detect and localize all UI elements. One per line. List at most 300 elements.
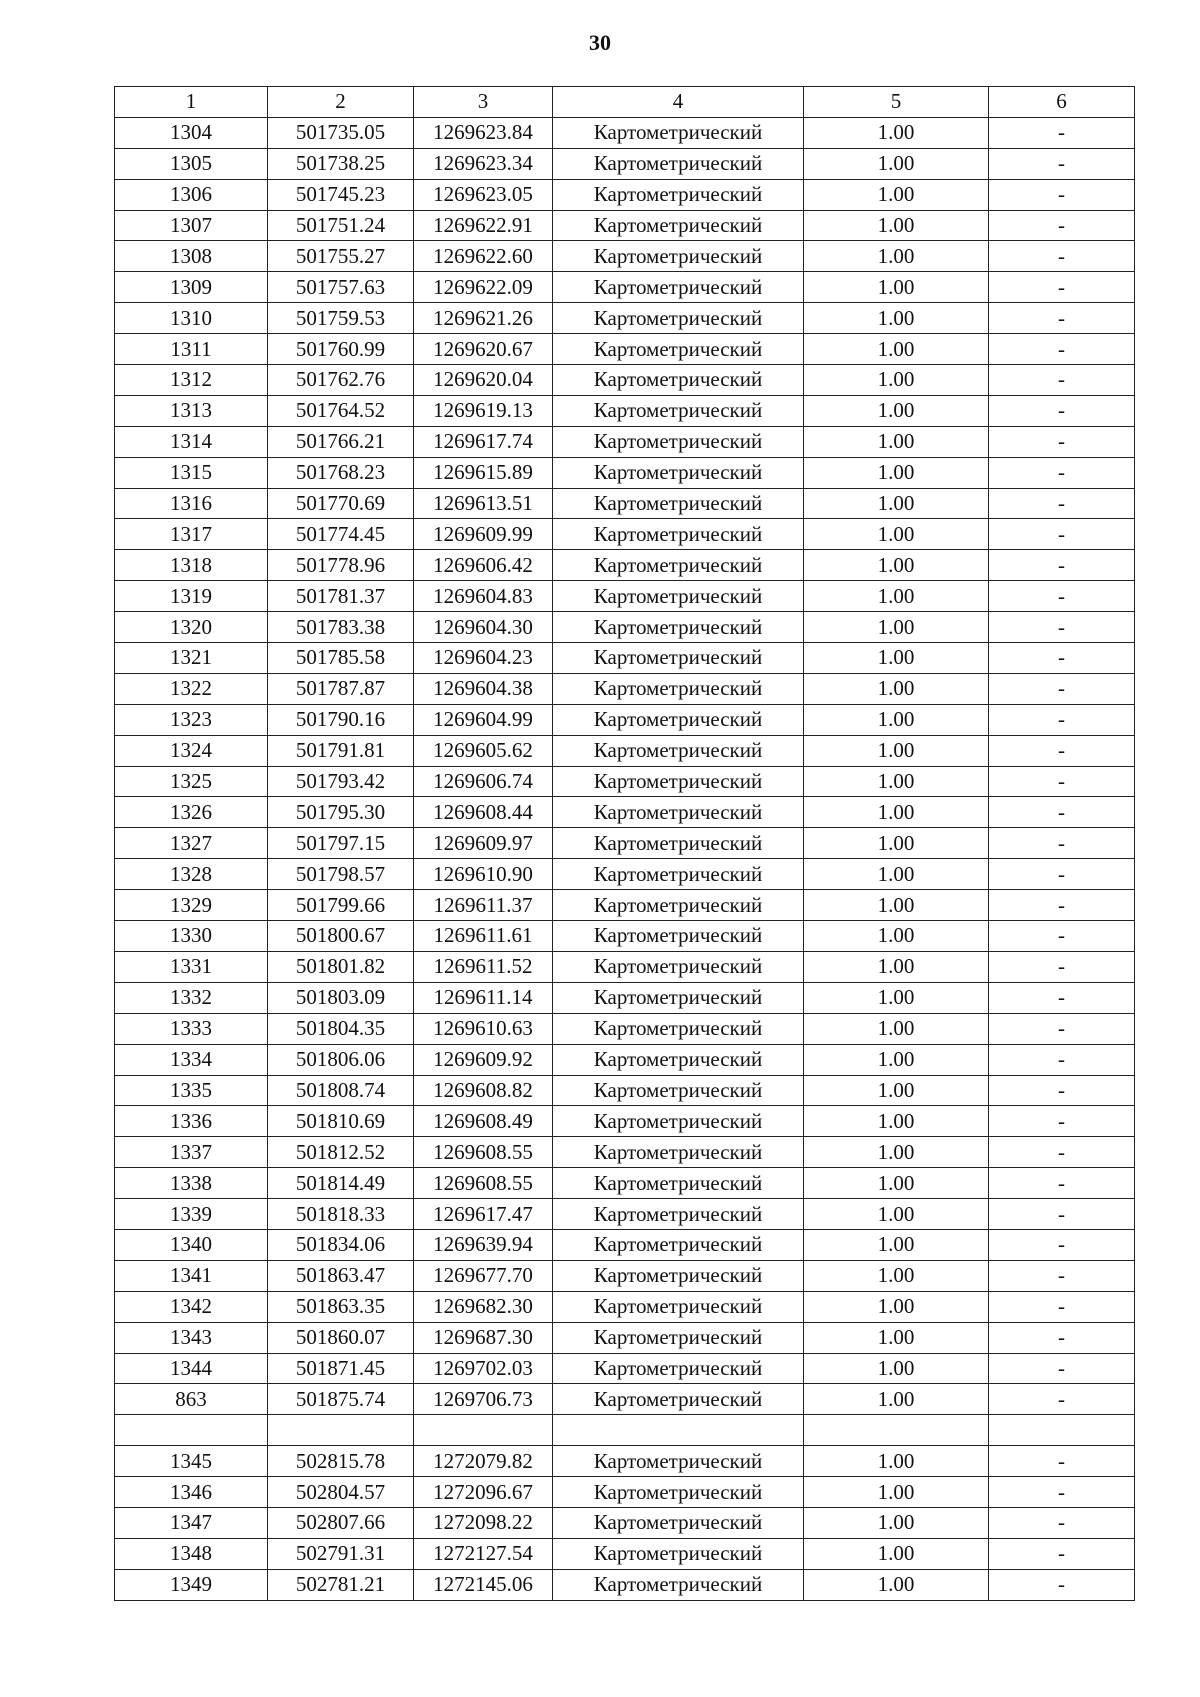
x-coordinate-cell: 501871.45: [268, 1353, 414, 1384]
x-coordinate-cell: 501808.74: [268, 1075, 414, 1106]
accuracy-cell: 1.00: [804, 797, 989, 828]
table-row: [115, 982, 1135, 1013]
y-coordinate-cell: 1269677.70: [414, 1260, 553, 1291]
table-row: [115, 1260, 1135, 1291]
x-coordinate-cell: 502804.57: [268, 1477, 414, 1508]
description-cell: -: [989, 334, 1135, 365]
description-cell: -: [989, 797, 1135, 828]
point-number-cell: 1338: [115, 1168, 268, 1199]
method-cell: Картометрический: [553, 241, 804, 272]
x-coordinate-cell: 501818.33: [268, 1199, 414, 1230]
table-row: [115, 797, 1135, 828]
description-cell: -: [989, 1106, 1135, 1137]
accuracy-cell: 1.00: [804, 581, 989, 612]
table-row: [115, 735, 1135, 766]
accuracy-cell: 1.00: [804, 1538, 989, 1569]
x-coordinate-cell: 501801.82: [268, 951, 414, 982]
point-number-cell: 1327: [115, 828, 268, 859]
x-coordinate-cell: 501790.16: [268, 704, 414, 735]
accuracy-cell: 1.00: [804, 1477, 989, 1508]
point-number-cell: 1305: [115, 148, 268, 179]
table-row: [115, 1569, 1135, 1600]
accuracy-cell: 1.00: [804, 643, 989, 674]
point-number-cell: 1312: [115, 365, 268, 396]
point-number-cell: 1341: [115, 1260, 268, 1291]
x-coordinate-cell: 501803.09: [268, 982, 414, 1013]
y-coordinate-cell: 1269611.14: [414, 982, 553, 1013]
y-coordinate-cell: 1272096.67: [414, 1477, 553, 1508]
description-cell: -: [989, 179, 1135, 210]
table-row: [115, 704, 1135, 735]
accuracy-cell: 1.00: [804, 1199, 989, 1230]
description-cell: -: [989, 1291, 1135, 1322]
method-cell: Картометрический: [553, 550, 804, 581]
x-coordinate-cell: 501781.37: [268, 581, 414, 612]
description-cell: -: [989, 488, 1135, 519]
description-cell: -: [989, 1538, 1135, 1569]
x-coordinate-cell: 502791.31: [268, 1538, 414, 1569]
description-cell: -: [989, 550, 1135, 581]
y-coordinate-cell: 1269622.60: [414, 241, 553, 272]
point-number-cell: 1339: [115, 1199, 268, 1230]
description-cell: -: [989, 395, 1135, 426]
method-cell: Картометрический: [553, 1322, 804, 1353]
x-coordinate-cell: 501768.23: [268, 457, 414, 488]
table-row: [115, 272, 1135, 303]
method-cell: Картометрический: [553, 1353, 804, 1384]
accuracy-cell: 1.00: [804, 117, 989, 148]
method-cell: Картометрический: [553, 1446, 804, 1477]
x-coordinate-cell: 501759.53: [268, 303, 414, 334]
accuracy-cell: 1.00: [804, 859, 989, 890]
x-coordinate-cell: 501793.42: [268, 766, 414, 797]
method-cell: Картометрический: [553, 117, 804, 148]
x-coordinate-cell: 501804.35: [268, 1013, 414, 1044]
table-row: [115, 426, 1135, 457]
point-number-cell: 1342: [115, 1291, 268, 1322]
y-coordinate-cell: 1269610.63: [414, 1013, 553, 1044]
description-cell: -: [989, 581, 1135, 612]
y-coordinate-cell: [414, 1415, 553, 1446]
point-number-cell: 1337: [115, 1137, 268, 1168]
method-cell: Картометрический: [553, 1075, 804, 1106]
method-cell: Картометрический: [553, 612, 804, 643]
accuracy-cell: 1.00: [804, 1013, 989, 1044]
y-coordinate-cell: 1272098.22: [414, 1507, 553, 1538]
x-coordinate-cell: 501735.05: [268, 117, 414, 148]
x-coordinate-cell: 501875.74: [268, 1384, 414, 1415]
description-cell: -: [989, 766, 1135, 797]
accuracy-cell: 1.00: [804, 303, 989, 334]
description-cell: -: [989, 1353, 1135, 1384]
x-coordinate-cell: 501798.57: [268, 859, 414, 890]
y-coordinate-cell: 1269702.03: [414, 1353, 553, 1384]
table-row: [115, 519, 1135, 550]
table-row: [115, 1322, 1135, 1353]
method-cell: Картометрический: [553, 921, 804, 952]
y-coordinate-cell: 1269604.38: [414, 673, 553, 704]
method-cell: Картометрический: [553, 1260, 804, 1291]
point-number-cell: 1319: [115, 581, 268, 612]
accuracy-cell: 1.00: [804, 1384, 989, 1415]
method-cell: Картометрический: [553, 890, 804, 921]
y-coordinate-cell: 1269609.97: [414, 828, 553, 859]
method-cell: Картометрический: [553, 982, 804, 1013]
table-row: [115, 179, 1135, 210]
table-row: [115, 117, 1135, 148]
y-coordinate-cell: 1269617.74: [414, 426, 553, 457]
table-row: [115, 1199, 1135, 1230]
y-coordinate-cell: 1269611.37: [414, 890, 553, 921]
method-cell: Картометрический: [553, 395, 804, 426]
y-coordinate-cell: 1269609.99: [414, 519, 553, 550]
table-row: [115, 1415, 1135, 1446]
y-coordinate-cell: 1269613.51: [414, 488, 553, 519]
method-cell: Картометрический: [553, 519, 804, 550]
description-cell: -: [989, 241, 1135, 272]
description-cell: -: [989, 1477, 1135, 1508]
table-row: [115, 612, 1135, 643]
accuracy-cell: 1.00: [804, 179, 989, 210]
description-cell: -: [989, 735, 1135, 766]
accuracy-cell: 1.00: [804, 272, 989, 303]
description-cell: -: [989, 828, 1135, 859]
method-cell: Картометрический: [553, 148, 804, 179]
table-row: [115, 581, 1135, 612]
y-coordinate-cell: 1269620.04: [414, 365, 553, 396]
table-row: [115, 1507, 1135, 1538]
table-row: [115, 1384, 1135, 1415]
table-row: [115, 1044, 1135, 1075]
method-cell: Картометрический: [553, 673, 804, 704]
method-cell: Картометрический: [553, 1507, 804, 1538]
table-row: [115, 550, 1135, 581]
accuracy-cell: 1.00: [804, 1106, 989, 1137]
description-cell: -: [989, 890, 1135, 921]
x-coordinate-cell: 502815.78: [268, 1446, 414, 1477]
point-number-cell: 1329: [115, 890, 268, 921]
method-cell: Картометрический: [553, 859, 804, 890]
accuracy-cell: 1.00: [804, 704, 989, 735]
description-cell: -: [989, 426, 1135, 457]
point-number-cell: 1309: [115, 272, 268, 303]
description-cell: -: [989, 673, 1135, 704]
accuracy-cell: 1.00: [804, 1322, 989, 1353]
accuracy-cell: 1.00: [804, 1168, 989, 1199]
description-cell: -: [989, 1229, 1135, 1260]
x-coordinate-cell: [268, 1415, 414, 1446]
y-coordinate-cell: 1272127.54: [414, 1538, 553, 1569]
x-coordinate-cell: 501814.49: [268, 1168, 414, 1199]
table-row: [115, 395, 1135, 426]
table-row: [115, 921, 1135, 952]
method-cell: Картометрический: [553, 951, 804, 982]
point-number-cell: [115, 1415, 268, 1446]
y-coordinate-cell: 1269606.74: [414, 766, 553, 797]
y-coordinate-cell: 1269608.55: [414, 1168, 553, 1199]
accuracy-cell: 1.00: [804, 365, 989, 396]
method-cell: Картометрический: [553, 704, 804, 735]
method-cell: Картометрический: [553, 828, 804, 859]
x-coordinate-cell: 501774.45: [268, 519, 414, 550]
method-cell: Картометрический: [553, 1229, 804, 1260]
point-number-cell: 1349: [115, 1569, 268, 1600]
description-cell: -: [989, 117, 1135, 148]
accuracy-cell: 1.00: [804, 1507, 989, 1538]
table-row: [115, 1446, 1135, 1477]
y-coordinate-cell: 1269604.83: [414, 581, 553, 612]
table-row: [115, 210, 1135, 241]
table-row: [115, 673, 1135, 704]
method-cell: Картометрический: [553, 426, 804, 457]
x-coordinate-cell: 501810.69: [268, 1106, 414, 1137]
method-cell: Картометрический: [553, 1106, 804, 1137]
description-cell: -: [989, 1507, 1135, 1538]
y-coordinate-cell: 1269687.30: [414, 1322, 553, 1353]
x-coordinate-cell: 501812.52: [268, 1137, 414, 1168]
table-row: [115, 643, 1135, 674]
x-coordinate-cell: 501860.07: [268, 1322, 414, 1353]
description-cell: -: [989, 1044, 1135, 1075]
table-row: [115, 951, 1135, 982]
y-coordinate-cell: 1269623.84: [414, 117, 553, 148]
point-number-cell: 1308: [115, 241, 268, 272]
x-coordinate-cell: 501762.76: [268, 365, 414, 396]
accuracy-cell: 1.00: [804, 1353, 989, 1384]
point-number-cell: 1316: [115, 488, 268, 519]
point-number-cell: 1322: [115, 673, 268, 704]
y-coordinate-cell: 1269621.26: [414, 303, 553, 334]
accuracy-cell: 1.00: [804, 457, 989, 488]
accuracy-cell: 1.00: [804, 148, 989, 179]
method-cell: Картометрический: [553, 334, 804, 365]
x-coordinate-cell: 501791.81: [268, 735, 414, 766]
description-cell: -: [989, 1384, 1135, 1415]
table-row: [115, 1106, 1135, 1137]
description-cell: -: [989, 210, 1135, 241]
point-number-cell: 1348: [115, 1538, 268, 1569]
table-row: [115, 828, 1135, 859]
table-header-row: [115, 87, 1135, 118]
description-cell: -: [989, 951, 1135, 982]
method-cell: Картометрический: [553, 1538, 804, 1569]
description-cell: -: [989, 365, 1135, 396]
accuracy-cell: [804, 1415, 989, 1446]
table-row: [115, 1168, 1135, 1199]
method-cell: Картометрический: [553, 179, 804, 210]
method-cell: Картометрический: [553, 303, 804, 334]
table-row: [115, 303, 1135, 334]
accuracy-cell: 1.00: [804, 828, 989, 859]
description-cell: -: [989, 921, 1135, 952]
accuracy-cell: 1.00: [804, 519, 989, 550]
y-coordinate-cell: 1269623.05: [414, 179, 553, 210]
x-coordinate-cell: 501834.06: [268, 1229, 414, 1260]
accuracy-cell: 1.00: [804, 735, 989, 766]
y-coordinate-cell: 1269608.55: [414, 1137, 553, 1168]
table-row: [115, 859, 1135, 890]
point-number-cell: 1331: [115, 951, 268, 982]
point-number-cell: 863: [115, 1384, 268, 1415]
x-coordinate-cell: 501800.67: [268, 921, 414, 952]
point-number-cell: 1318: [115, 550, 268, 581]
method-cell: Картометрический: [553, 766, 804, 797]
column-header: 1: [115, 87, 268, 118]
description-cell: -: [989, 859, 1135, 890]
x-coordinate-cell: 501783.38: [268, 612, 414, 643]
accuracy-cell: 1.00: [804, 982, 989, 1013]
y-coordinate-cell: 1272145.06: [414, 1569, 553, 1600]
description-cell: -: [989, 1446, 1135, 1477]
y-coordinate-cell: 1269706.73: [414, 1384, 553, 1415]
table-body: [115, 117, 1135, 1600]
accuracy-cell: 1.00: [804, 1075, 989, 1106]
method-cell: Картометрический: [553, 365, 804, 396]
point-number-cell: 1332: [115, 982, 268, 1013]
y-coordinate-cell: 1269620.67: [414, 334, 553, 365]
accuracy-cell: 1.00: [804, 766, 989, 797]
accuracy-cell: 1.00: [804, 1137, 989, 1168]
x-coordinate-cell: 501787.87: [268, 673, 414, 704]
y-coordinate-cell: 1269608.44: [414, 797, 553, 828]
description-cell: -: [989, 148, 1135, 179]
point-number-cell: 1330: [115, 921, 268, 952]
point-number-cell: 1345: [115, 1446, 268, 1477]
point-number-cell: 1313: [115, 395, 268, 426]
column-header: 3: [414, 87, 553, 118]
accuracy-cell: 1.00: [804, 241, 989, 272]
description-cell: -: [989, 272, 1135, 303]
accuracy-cell: 1.00: [804, 395, 989, 426]
accuracy-cell: 1.00: [804, 1260, 989, 1291]
accuracy-cell: 1.00: [804, 488, 989, 519]
point-number-cell: 1306: [115, 179, 268, 210]
method-cell: Картометрический: [553, 1013, 804, 1044]
method-cell: Картометрический: [553, 457, 804, 488]
x-coordinate-cell: 501778.96: [268, 550, 414, 581]
accuracy-cell: 1.00: [804, 1446, 989, 1477]
column-header: 2: [268, 87, 414, 118]
y-coordinate-cell: 1269609.92: [414, 1044, 553, 1075]
method-cell: Картометрический: [553, 488, 804, 519]
y-coordinate-cell: 1269639.94: [414, 1229, 553, 1260]
point-number-cell: 1340: [115, 1229, 268, 1260]
description-cell: -: [989, 1137, 1135, 1168]
x-coordinate-cell: 501738.25: [268, 148, 414, 179]
method-cell: Картометрический: [553, 1477, 804, 1508]
table-row: [115, 1477, 1135, 1508]
description-cell: -: [989, 457, 1135, 488]
x-coordinate-cell: 501785.58: [268, 643, 414, 674]
point-number-cell: 1317: [115, 519, 268, 550]
method-cell: Картометрический: [553, 797, 804, 828]
method-cell: Картометрический: [553, 1199, 804, 1230]
y-coordinate-cell: 1269611.61: [414, 921, 553, 952]
accuracy-cell: 1.00: [804, 1569, 989, 1600]
method-cell: [553, 1415, 804, 1446]
accuracy-cell: 1.00: [804, 1291, 989, 1322]
y-coordinate-cell: 1269619.13: [414, 395, 553, 426]
point-number-cell: 1324: [115, 735, 268, 766]
method-cell: Картометрический: [553, 1291, 804, 1322]
point-number-cell: 1321: [115, 643, 268, 674]
method-cell: Картометрический: [553, 1168, 804, 1199]
point-number-cell: 1320: [115, 612, 268, 643]
y-coordinate-cell: 1269622.91: [414, 210, 553, 241]
table-row: [115, 1291, 1135, 1322]
point-number-cell: 1344: [115, 1353, 268, 1384]
point-number-cell: 1333: [115, 1013, 268, 1044]
y-coordinate-cell: 1269615.89: [414, 457, 553, 488]
method-cell: Картометрический: [553, 581, 804, 612]
x-coordinate-cell: 502807.66: [268, 1507, 414, 1538]
table-row: [115, 1538, 1135, 1569]
table-row: [115, 148, 1135, 179]
point-number-cell: 1328: [115, 859, 268, 890]
method-cell: Картометрический: [553, 1044, 804, 1075]
point-number-cell: 1347: [115, 1507, 268, 1538]
point-number-cell: 1326: [115, 797, 268, 828]
column-header: 6: [989, 87, 1135, 118]
description-cell: -: [989, 1168, 1135, 1199]
column-header: 5: [804, 87, 989, 118]
accuracy-cell: 1.00: [804, 210, 989, 241]
method-cell: Картометрический: [553, 1384, 804, 1415]
description-cell: -: [989, 643, 1135, 674]
y-coordinate-cell: 1269610.90: [414, 859, 553, 890]
table-row: [115, 1353, 1135, 1384]
accuracy-cell: 1.00: [804, 673, 989, 704]
y-coordinate-cell: 1269682.30: [414, 1291, 553, 1322]
point-number-cell: 1335: [115, 1075, 268, 1106]
table-row: [115, 1229, 1135, 1260]
x-coordinate-cell: 501751.24: [268, 210, 414, 241]
point-number-cell: 1304: [115, 117, 268, 148]
point-number-cell: 1314: [115, 426, 268, 457]
x-coordinate-cell: 501795.30: [268, 797, 414, 828]
y-coordinate-cell: 1269604.99: [414, 704, 553, 735]
method-cell: Картометрический: [553, 735, 804, 766]
accuracy-cell: 1.00: [804, 612, 989, 643]
description-cell: -: [989, 519, 1135, 550]
x-coordinate-cell: 501799.66: [268, 890, 414, 921]
description-cell: -: [989, 1013, 1135, 1044]
table-row: [115, 766, 1135, 797]
table-row: [115, 1137, 1135, 1168]
point-number-cell: 1315: [115, 457, 268, 488]
x-coordinate-cell: 501757.63: [268, 272, 414, 303]
table-row: [115, 334, 1135, 365]
point-number-cell: 1311: [115, 334, 268, 365]
table-row: [115, 890, 1135, 921]
accuracy-cell: 1.00: [804, 890, 989, 921]
table-row: [115, 241, 1135, 272]
x-coordinate-cell: 501764.52: [268, 395, 414, 426]
accuracy-cell: 1.00: [804, 426, 989, 457]
table-row: [115, 365, 1135, 396]
description-cell: -: [989, 612, 1135, 643]
y-coordinate-cell: 1269623.34: [414, 148, 553, 179]
accuracy-cell: 1.00: [804, 921, 989, 952]
y-coordinate-cell: 1269604.30: [414, 612, 553, 643]
accuracy-cell: 1.00: [804, 951, 989, 982]
x-coordinate-cell: 501760.99: [268, 334, 414, 365]
accuracy-cell: 1.00: [804, 334, 989, 365]
y-coordinate-cell: 1269604.23: [414, 643, 553, 674]
column-header: 4: [553, 87, 804, 118]
table-row: [115, 457, 1135, 488]
x-coordinate-cell: 501745.23: [268, 179, 414, 210]
